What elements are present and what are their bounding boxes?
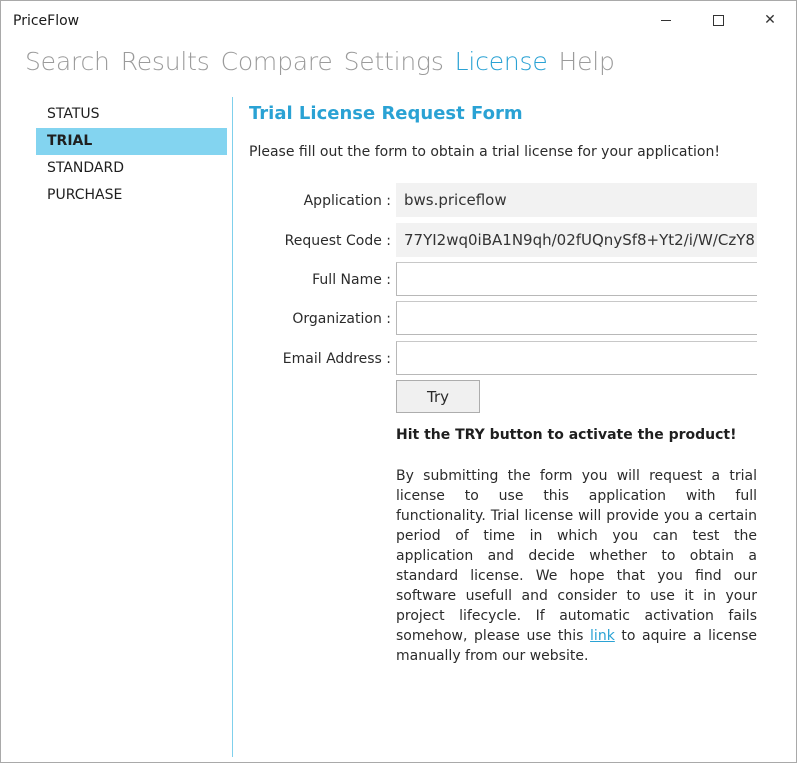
try-button[interactable]: Try [396,380,480,413]
full-name-input[interactable] [396,262,757,296]
menu-license[interactable]: License [454,47,548,76]
form-title: Trial License Request Form [249,103,523,124]
menu-settings[interactable]: Settings [343,47,444,76]
trial-form [249,101,759,664]
maximize-button[interactable] [695,5,741,35]
application-row [249,183,759,217]
close-button[interactable] [747,5,793,35]
email-label: Email Address : [282,351,391,367]
application-label: Application : [303,193,391,209]
sidebar-divider [232,97,233,757]
email-input[interactable] [396,341,757,375]
license-sidebar [36,101,227,209]
description-text: By submitting the form you will request a trial license to use this application with full functionality. Trial license will provide you a certain period of time in which you can test the application and decide whether to obtain a standard license. We hope that you find our software usefull and consider to use it in your project lifecycle. If automatic activation fails somehow, please use this [396,468,757,644]
menu-help[interactable]: Help [558,47,615,76]
activation-hint: Hit the TRY button to activate the product! [396,427,737,443]
minimize-icon [661,20,671,21]
form-intro: Please fill out the form to obtain a trial license for your application! [249,144,720,160]
application-value: bws.priceflow [396,183,757,217]
sidebar-item-trial[interactable]: TRIAL [36,128,227,155]
menu-compare[interactable]: Compare [220,47,333,76]
minimize-button[interactable] [643,5,689,35]
full-name-row [249,262,759,296]
full-name-label: Full Name : [312,272,391,288]
menu-search[interactable]: Search [25,47,110,76]
request-code-row [249,223,759,257]
organization-label: Organization : [292,311,391,327]
title-bar [1,1,796,41]
email-row [249,341,759,375]
sidebar-item-standard[interactable]: STANDARD [47,160,125,176]
request-code-value: 77YI2wq0iBA1N9qh/02fUQnySf8+Yt2/i/W/CzY8 [396,223,757,257]
organization-input[interactable] [396,301,757,335]
close-icon: ✕ [764,12,776,28]
app-title: PriceFlow [13,13,80,29]
menu-results[interactable]: Results [120,47,210,76]
sidebar-item-purchase[interactable]: PURCHASE [47,187,123,203]
sidebar-item-status[interactable]: STATUS [47,106,100,122]
main-menu [25,47,626,83]
maximize-icon [713,15,724,26]
description-text-end: to aquire a license manually from our website. [396,628,757,664]
organization-row [249,301,759,335]
manual-license-link[interactable]: link [590,628,615,644]
trial-description [396,466,757,666]
request-code-label: Request Code : [284,233,391,249]
